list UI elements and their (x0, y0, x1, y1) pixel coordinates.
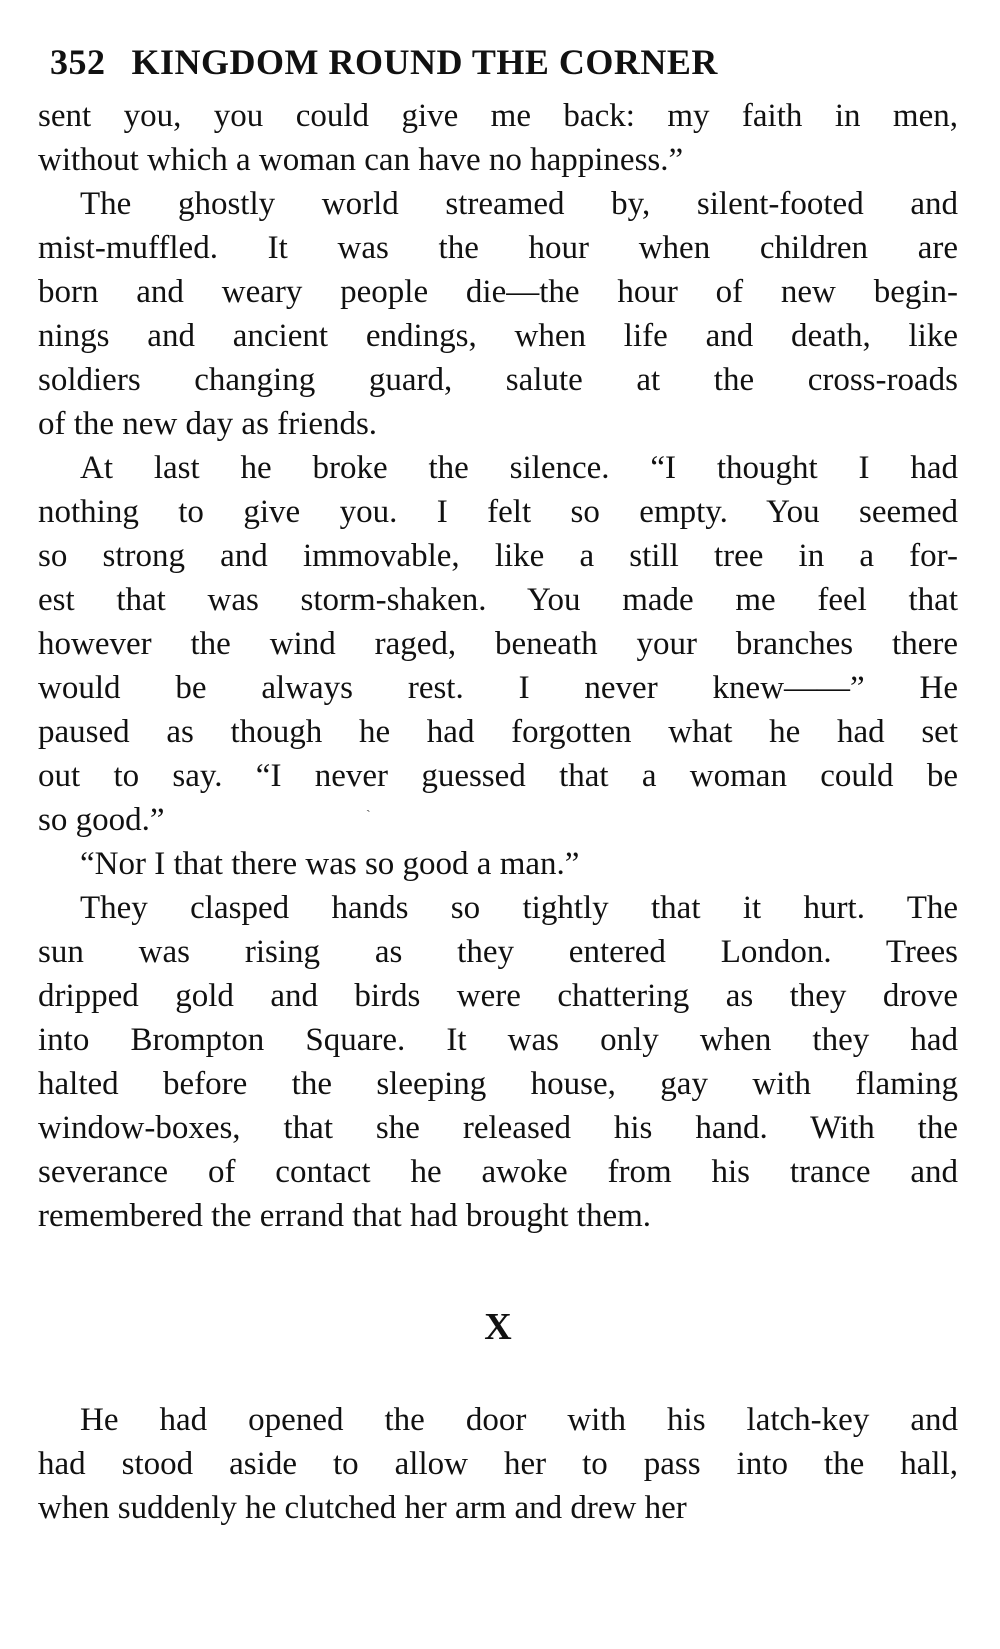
text-line: when suddenly he clutched her arm and drew her (38, 1490, 687, 1526)
text-line: so good.” (38, 802, 165, 838)
text-line: severance of contact he awoke from his trance and (38, 1154, 958, 1190)
text-line: nings and ancient endings, when life and death, like (38, 318, 958, 354)
text-line: however the wind raged, beneath your branches there (38, 626, 958, 662)
paragraph (38, 842, 958, 886)
text-line: He had opened the door with his latch-key and (80, 1402, 958, 1438)
text-line: They clasped hands so tightly that it hurt. The (80, 890, 958, 926)
paragraph (38, 446, 958, 842)
text-line: into Brompton Square. It was only when they had (38, 1022, 958, 1058)
text-line: dripped gold and birds were chattering as they drove (38, 978, 958, 1014)
page-number: 352 (50, 42, 106, 82)
text-line: est that was storm-shaken. You made me feel that (38, 582, 958, 618)
section-body-text (38, 1398, 958, 1530)
text-line: so strong and immovable, like a still tree in a for- (38, 538, 958, 574)
text-line: At last he broke the silence. “I thought I had (80, 450, 958, 486)
text-line: had stood aside to allow her to pass into the hall, (38, 1446, 958, 1482)
paragraph (38, 182, 958, 446)
running-head-title: KINGDOM ROUND THE CORNER (131, 42, 718, 82)
text-line: sent you, you could give me back: my faith in men, (38, 98, 958, 134)
book-page (38, 28, 958, 1623)
text-line: paused as though he had forgotten what he had set (38, 714, 958, 750)
text-line: remembered the errand that had brought them. (38, 1198, 652, 1234)
section-heading: X (484, 1306, 512, 1348)
text-line: would be always rest. I never knew——” He (38, 670, 958, 706)
text-line: “Nor I that there was so good a man.” (80, 846, 580, 882)
text-line: soldiers changing guard, salute at the cross-roads (38, 362, 958, 398)
text-line: nothing to give you. I felt so empty. You seemed (38, 494, 958, 530)
text-line: window-boxes, that she released his hand. With the (38, 1110, 958, 1146)
text-line: of the new day as friends. (38, 406, 378, 442)
body-text (38, 94, 958, 1238)
text-line: out to say. “I never guessed that a woman could be (38, 758, 958, 794)
text-line: halted before the sleeping house, gay with flaming (38, 1066, 958, 1102)
text-line: born and weary people die—the hour of new begin- (38, 274, 958, 310)
paragraph (38, 886, 958, 1238)
text-line: The ghostly world streamed by, silent-footed and (80, 186, 958, 222)
stray-print-mark: ˎ (366, 798, 371, 813)
text-line: without which a woman can have no happiness.” (38, 142, 684, 178)
paragraph (38, 1398, 958, 1530)
paragraph (38, 94, 958, 182)
running-head (50, 44, 958, 80)
text-line: mist-muffled. It was the hour when children are (38, 230, 958, 266)
text-line: sun was rising as they entered London. Trees (38, 934, 958, 970)
